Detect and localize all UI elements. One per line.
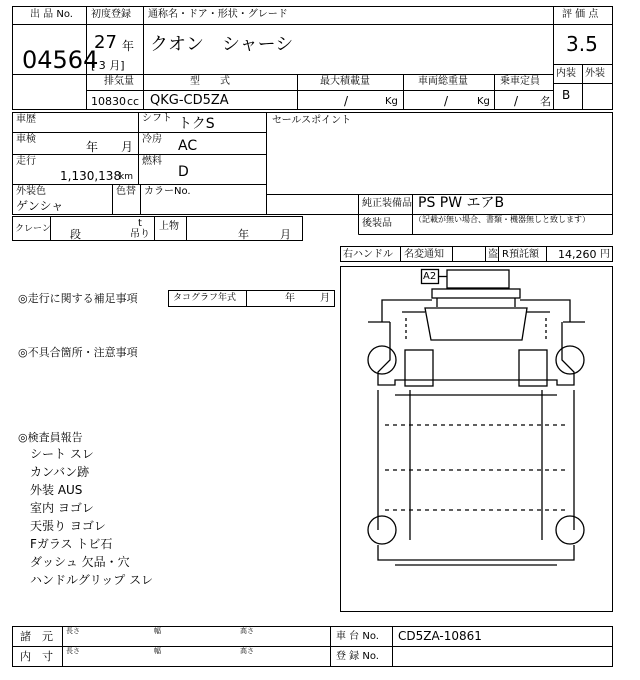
shift-value: トクS: [178, 116, 215, 132]
interior-grade: B: [562, 88, 571, 102]
displacement-label: 排気量: [104, 76, 134, 87]
exterior-color-value: ゲンシャ: [16, 199, 64, 213]
inspector-item: 天張り ヨゴレ: [30, 519, 106, 533]
lot-number: 04564: [22, 46, 99, 74]
capacity-value: /: [514, 94, 519, 108]
superstructure-month-unit: 月: [280, 228, 291, 241]
inspector-item: ハンドルグリップ スレ: [30, 573, 154, 587]
year-unit: 年: [122, 39, 135, 53]
inner-dimensions-label: 内 寸: [20, 650, 53, 663]
inspector-item: シート スレ: [30, 447, 94, 461]
superstructure-label: 上物: [159, 221, 179, 232]
color-change-label: 色替: [116, 186, 136, 197]
mileage-value: 1,130,138: [60, 169, 122, 183]
tachograph-year-unit: 年: [285, 293, 295, 304]
damage-code: A2: [423, 271, 437, 282]
registration-year: 27: [94, 32, 117, 53]
fuel-label: 燃料: [142, 156, 162, 167]
ac-value: AC: [178, 138, 198, 154]
inspector-item: Fガラス トビ石: [30, 537, 113, 551]
inspection-year-unit: 年: [86, 140, 99, 154]
first-registration-label: 初度登録: [91, 9, 131, 20]
capacity-label: 乗車定員: [500, 76, 540, 87]
height-label: 高さ: [240, 627, 254, 635]
tachograph-month-unit: 月: [320, 293, 330, 304]
sales-points-label: セールスポイント: [272, 115, 352, 126]
name-change-notice-label: 名変通知: [404, 249, 444, 260]
exterior-color-label: 外装色: [16, 186, 46, 197]
model-heading: 通称名・ドア・形状・グレード: [148, 9, 288, 20]
model-name: クオン シャーシ: [150, 34, 294, 55]
displacement-value: 10830: [91, 95, 126, 108]
mileage-label: 走行: [16, 156, 36, 167]
capacity-unit: 名: [540, 95, 551, 108]
driving-notes-heading: ◎走行に関する補足事項: [18, 292, 138, 305]
fuel-value: D: [178, 164, 189, 180]
max-load-unit: Kg: [385, 96, 398, 107]
inner-height-label: 高さ: [240, 647, 254, 655]
aftermarket-note: （記載が無い場合、書類・機器無しと致します）: [414, 215, 590, 224]
inspection-month-unit: 月: [121, 140, 134, 154]
crane-stage-label: 段: [70, 228, 81, 241]
aftermarket-label: 後装品: [362, 218, 392, 229]
color-code-label: カラーNo.: [144, 186, 191, 197]
lot-number-label: 出 品 No.: [30, 9, 73, 20]
recycle-deposit-unit: 円: [600, 249, 610, 260]
inspector-item: 室内 ヨゴレ: [30, 501, 94, 515]
mileage-unit: km: [119, 172, 133, 182]
chassis-number-label: 車 台 No.: [336, 631, 379, 642]
history-label: 車歴: [16, 114, 36, 125]
inner-width-label: 幅: [154, 647, 161, 655]
model-code: QKG-CD5ZA: [150, 93, 229, 108]
shift-label: シフト: [142, 113, 172, 124]
max-load-label: 最大積載量: [320, 76, 370, 87]
crane-suspended-label: 吊り: [130, 229, 150, 240]
registration-month: [ 3 月]: [91, 59, 125, 72]
chassis-number: CD5ZA-10861: [398, 629, 482, 643]
inspection-label: 車検: [16, 134, 36, 145]
model-code-label: 型 式: [190, 76, 230, 87]
recycle-deposit-label: R預託額: [502, 249, 539, 260]
interior-label: 内装: [556, 68, 576, 79]
inspector-item: カンバン跡: [30, 465, 90, 479]
recycle-deposit-amount: 14,260: [558, 248, 597, 261]
tachograph-label: タコグラフ年式: [173, 293, 237, 303]
gross-weight-unit: Kg: [477, 96, 490, 107]
inspector-report-heading: ◎検査員報告: [18, 431, 83, 444]
width-label: 幅: [154, 627, 161, 635]
crane-label: クレーン: [15, 224, 51, 234]
standard-equipment-label: 純正装備品: [362, 198, 412, 209]
inspector-item: ダッシュ 欠品・穴: [30, 555, 130, 569]
inner-length-label: 長さ: [66, 647, 80, 655]
defects-heading: ◎不具合箇所・注意事項: [18, 346, 138, 359]
drive-side: 右ハンドル: [343, 249, 393, 260]
ac-label: 冷房: [142, 134, 162, 145]
registration-number-label: 登 録 No.: [336, 651, 379, 662]
inspector-item: 外装 AUS: [30, 483, 83, 497]
gross-weight-value: /: [444, 94, 449, 108]
exterior-label: 外装: [585, 68, 605, 79]
evaluation-score: 3.5: [566, 32, 598, 56]
score-label: 評 価 点: [562, 9, 599, 20]
crane-tonnage-label: t: [138, 218, 142, 229]
max-load-value: /: [344, 94, 349, 108]
displacement-unit: cc: [127, 95, 140, 108]
theft-label: 盗: [488, 249, 498, 260]
length-label: 長さ: [66, 627, 80, 635]
standard-equipment-value: PS PW エアB: [418, 195, 505, 211]
superstructure-year-unit: 年: [238, 228, 249, 241]
gross-weight-label: 車両総重量: [418, 76, 468, 87]
dimensions-label: 諸 元: [20, 630, 53, 643]
